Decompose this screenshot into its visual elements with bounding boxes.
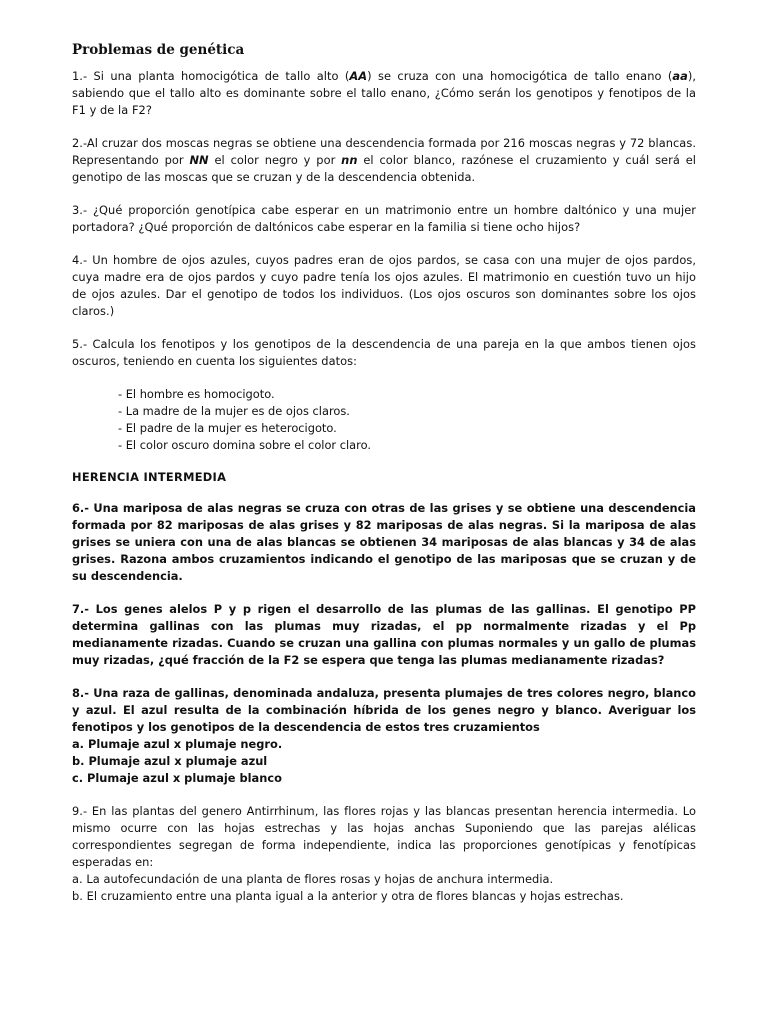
problem-1-text-b: ) se cruza con una homocigótica de tallo enano ( xyxy=(367,69,673,83)
list-item: b. Plumaje azul x plumaje azul xyxy=(72,754,268,768)
genotype-AA: AA xyxy=(349,69,368,83)
problem-5: 5.- Calcula los fenotipos y los genotipos de la descendencia de una pareja en la que ambos tienen ojos oscuros, teniendo en cuenta los siguientes datos: xyxy=(72,337,696,368)
genotype-aa: aa xyxy=(672,69,688,83)
problem-2-text-c: el color blanco, razónese el cruzamiento y cuál será el genotipo de las moscas que se cruzan y de la descendencia obtenida. xyxy=(72,153,696,184)
problem-9-options xyxy=(72,871,696,905)
genotype-nn: nn xyxy=(341,153,358,167)
problem-8-options xyxy=(72,736,696,787)
problem-9: 9.- En las plantas del genero Antirrhinum, las flores rojas y las blancas presentan herencia intermedia. Lo mismo ocurre con las hojas estrechas y las hojas anchas Suponiendo que las parejas alélicas correspondientes segregan de forma independiente, indica las proporciones genotípicas y fenotípicas esperadas en: xyxy=(72,804,696,869)
problem-6: 6.- Una mariposa de alas negras se cruza con otras de las grises y se obtiene una descendencia formada por 82 mariposas de alas grises y 82 mariposas de alas negras. Si la mariposa de alas grises se uniera con una de alas blancas se obtienen 34 mariposas de alas blancas y 34 de alas grises. Razona ambos cruzamientos indicando el genotipo de las mariposas que se cruzan y de su descendencia. xyxy=(72,501,696,583)
list-item: - El color oscuro domina sobre el color claro. xyxy=(118,438,371,452)
problem-7: 7.- Los genes alelos P y p rigen el desarrollo de las plumas de las gallinas. El genotipo PP determina gallinas con las plumas muy rizadas, el pp normalmente rizadas y el Pp medianamente rizadas. Cuando se cruzan una gallina con plumas normales y un gallo de plumas muy rizadas, ¿qué fracción de la F2 se espera que tenga las plumas medianamente rizadas? xyxy=(72,602,696,667)
problem-1-text-a: 1.- Si una planta homocigótica de tallo alto ( xyxy=(72,69,350,83)
list-item: b. El cruzamiento entre una planta igual a la anterior y otra de flores blancas y hojas estrechas. xyxy=(72,889,624,903)
problem-1 xyxy=(72,68,696,119)
problem-1-text-c: ), sabiendo que el tallo alto es dominante sobre el tallo enano, ¿Cómo serán los genotipos y fenotipos de la F1 y de la F2? xyxy=(72,69,696,117)
problem-5-data-list xyxy=(118,386,696,454)
genotype-NN: NN xyxy=(189,153,209,167)
page-title: Problemas de genética xyxy=(72,42,245,58)
list-item: - La madre de la mujer es de ojos claros. xyxy=(118,404,350,418)
problem-4: 4.- Un hombre de ojos azules, cuyos padres eran de ojos pardos, se casa con una mujer de ojos pardos, cuya madre era de ojos pardos y cuyo padre tenía los ojos azules. El matrimonio en cuestión tuvo un hijo de ojos azules. Dar el genotipo de todos los individuos. (Los ojos oscuros son dominantes sobre los ojos claros.) xyxy=(72,253,696,318)
section-heading: HERENCIA INTERMEDIA xyxy=(72,470,227,484)
problem-2 xyxy=(72,135,696,186)
problem-2-text-b: el color negro y por xyxy=(208,153,342,167)
list-item: - El hombre es homocigoto. xyxy=(118,387,275,401)
problem-8: 8.- Una raza de gallinas, denominada andaluza, presenta plumajes de tres colores negro, blanco y azul. El azul resulta de la combinación híbrida de los genes negro y blanco. Averiguar los fenotipos y los genotipos de la descendencia de estos tres cruzamientos xyxy=(72,686,696,734)
list-item: c. Plumaje azul x plumaje blanco xyxy=(72,771,282,785)
problem-2-text-a: 2.-Al cruzar dos moscas negras se obtiene una descendencia formada por 216 moscas negras y 72 blancas. Representando por xyxy=(72,136,696,167)
problem-3: 3.- ¿Qué proporción genotípica cabe esperar en un matrimonio entre un hombre daltónico y una mujer portadora? ¿Qué proporción de daltónicos cabe esperar en la familia si tiene ocho hijos? xyxy=(72,203,696,234)
list-item: - El padre de la mujer es heterocigoto. xyxy=(118,421,337,435)
list-item: a. La autofecundación de una planta de flores rosas y hojas de anchura intermedia. xyxy=(72,872,554,886)
list-item: a. Plumaje azul x plumaje negro. xyxy=(72,737,283,751)
